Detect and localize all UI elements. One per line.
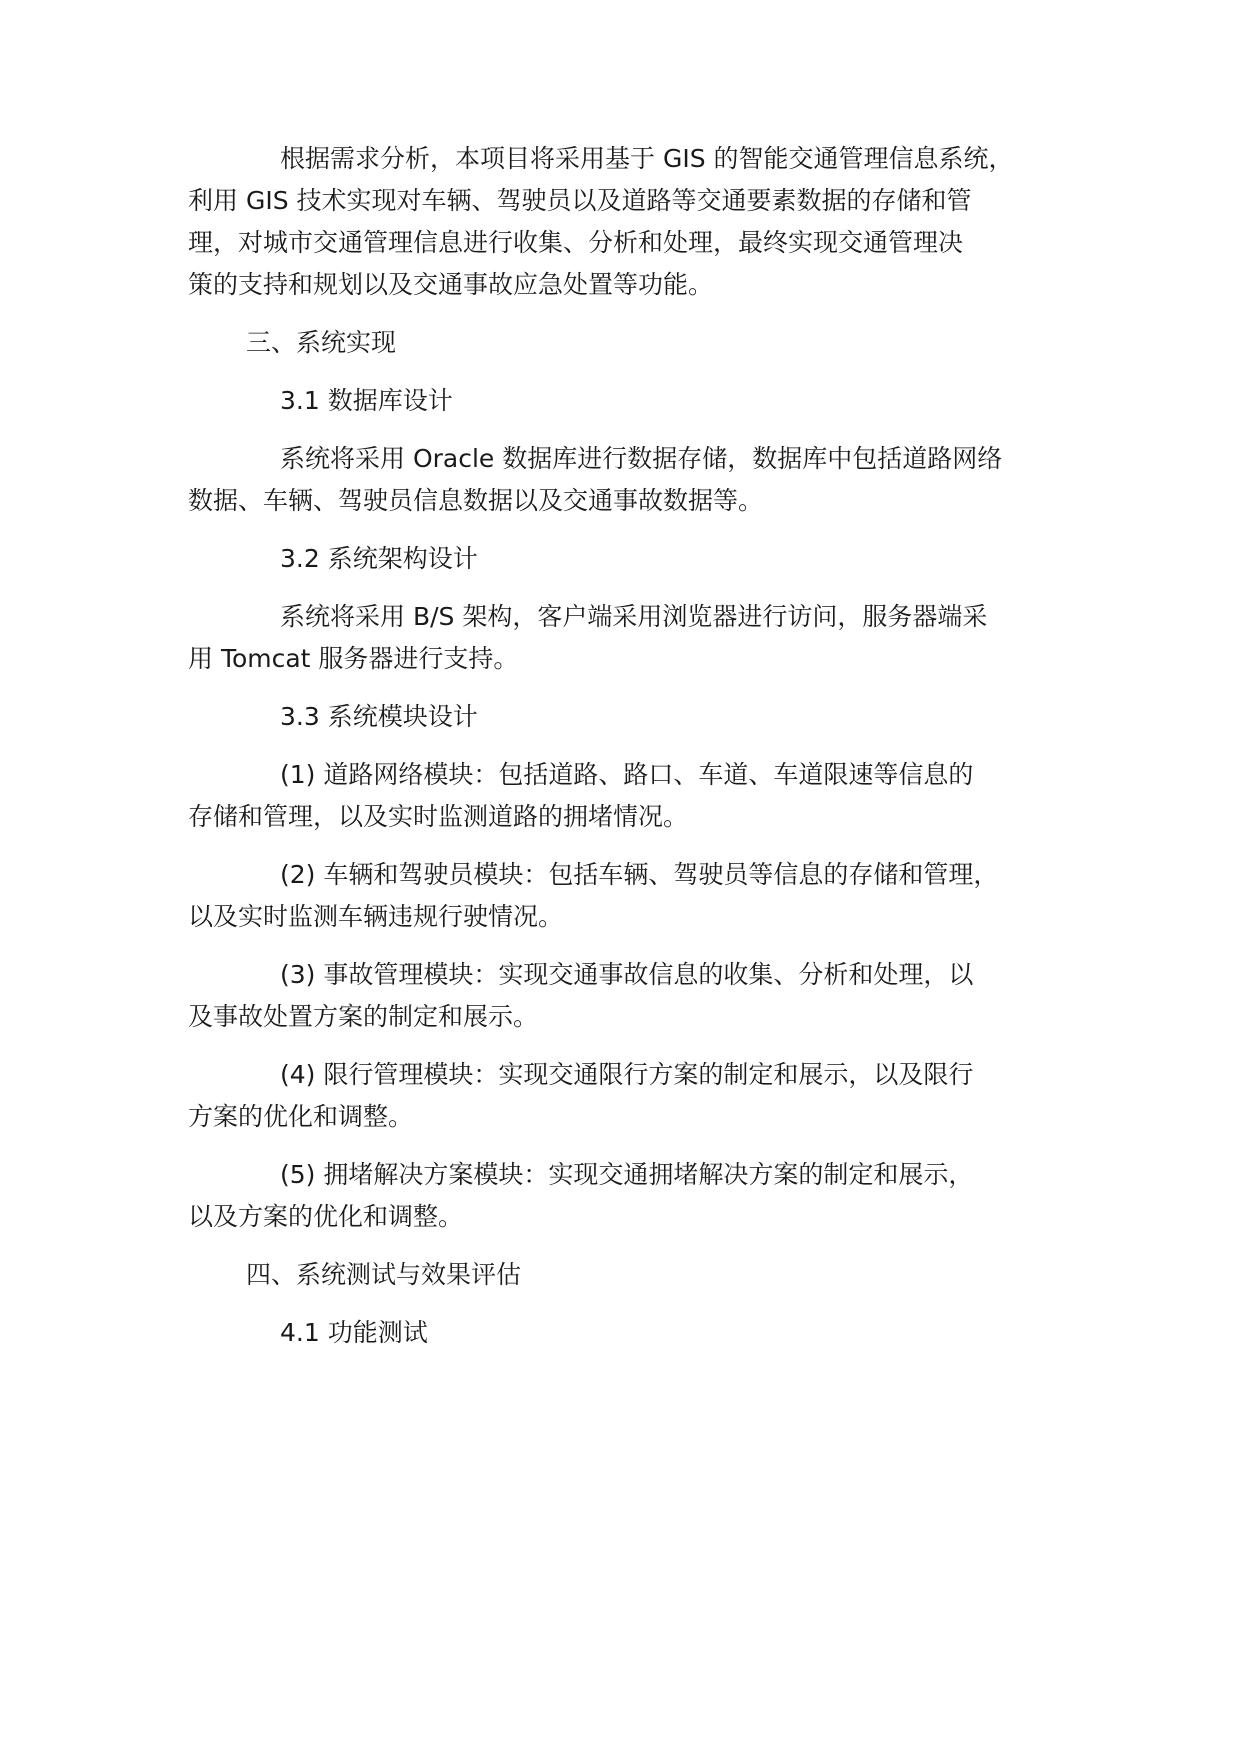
subsection-3-1-paragraph-line-2: 数据、车辆、驾驶员信息数据以及交通事故数据等。	[188, 486, 764, 515]
module-1-line-2: 存储和管理，以及实时监测道路的拥堵情况。	[188, 802, 689, 831]
module-4-line-2: 方案的优化和调整。	[188, 1102, 414, 1131]
intro-paragraph-line-2: 利用 GIS 技术实现对车辆、驾驶员以及道路等交通要素数据的存储和管	[188, 186, 972, 215]
module-4-line-1: (4) 限行管理模块：实现交通限行方案的制定和展示，以及限行	[280, 1060, 974, 1089]
subsection-3-2-heading: 3.2 系统架构设计	[280, 544, 478, 573]
module-5-line-2: 以及方案的优化和调整。	[188, 1202, 464, 1231]
module-3-line-2: 及事故处置方案的制定和展示。	[188, 1002, 539, 1031]
module-3-line-1: (3) 事故管理模块：实现交通事故信息的收集、分析和处理，以	[280, 960, 974, 989]
subsection-3-1-heading: 3.1 数据库设计	[280, 386, 453, 415]
module-1-line-1: (1) 道路网络模块：包括道路、路口、车道、车道限速等信息的	[280, 760, 974, 789]
intro-paragraph-line-3: 理，对城市交通管理信息进行收集、分析和处理，最终实现交通管理决	[188, 228, 964, 257]
subsection-3-2-paragraph-line-1: 系统将采用 B/S 架构，客户端采用浏览器进行访问，服务器端采	[280, 602, 988, 631]
module-2-line-2: 以及实时监测车辆违规行驶情况。	[188, 902, 564, 931]
module-2-line-1: (2) 车辆和驾驶员模块：包括车辆、驾驶员等信息的存储和管理，	[280, 860, 999, 889]
module-5-line-1: (5) 拥堵解决方案模块：实现交通拥堵解决方案的制定和展示，	[280, 1160, 974, 1189]
intro-paragraph-line-1: 根据需求分析，本项目将采用基于 GIS 的智能交通管理信息系统，	[280, 144, 1014, 173]
section-3-heading: 三、系统实现	[246, 328, 397, 357]
subsection-4-1-heading: 4.1 功能测试	[280, 1318, 428, 1347]
subsection-3-2-paragraph-line-2: 用 Tomcat 服务器进行支持。	[188, 644, 519, 673]
subsection-3-3-heading: 3.3 系统模块设计	[280, 702, 478, 731]
subsection-3-1-paragraph-line-1: 系统将采用 Oracle 数据库进行数据存储，数据库中包括道路网络	[280, 444, 1003, 473]
intro-paragraph-line-4: 策的支持和规划以及交通事故应急处置等功能。	[188, 270, 714, 299]
section-4-heading: 四、系统测试与效果评估	[246, 1260, 522, 1289]
